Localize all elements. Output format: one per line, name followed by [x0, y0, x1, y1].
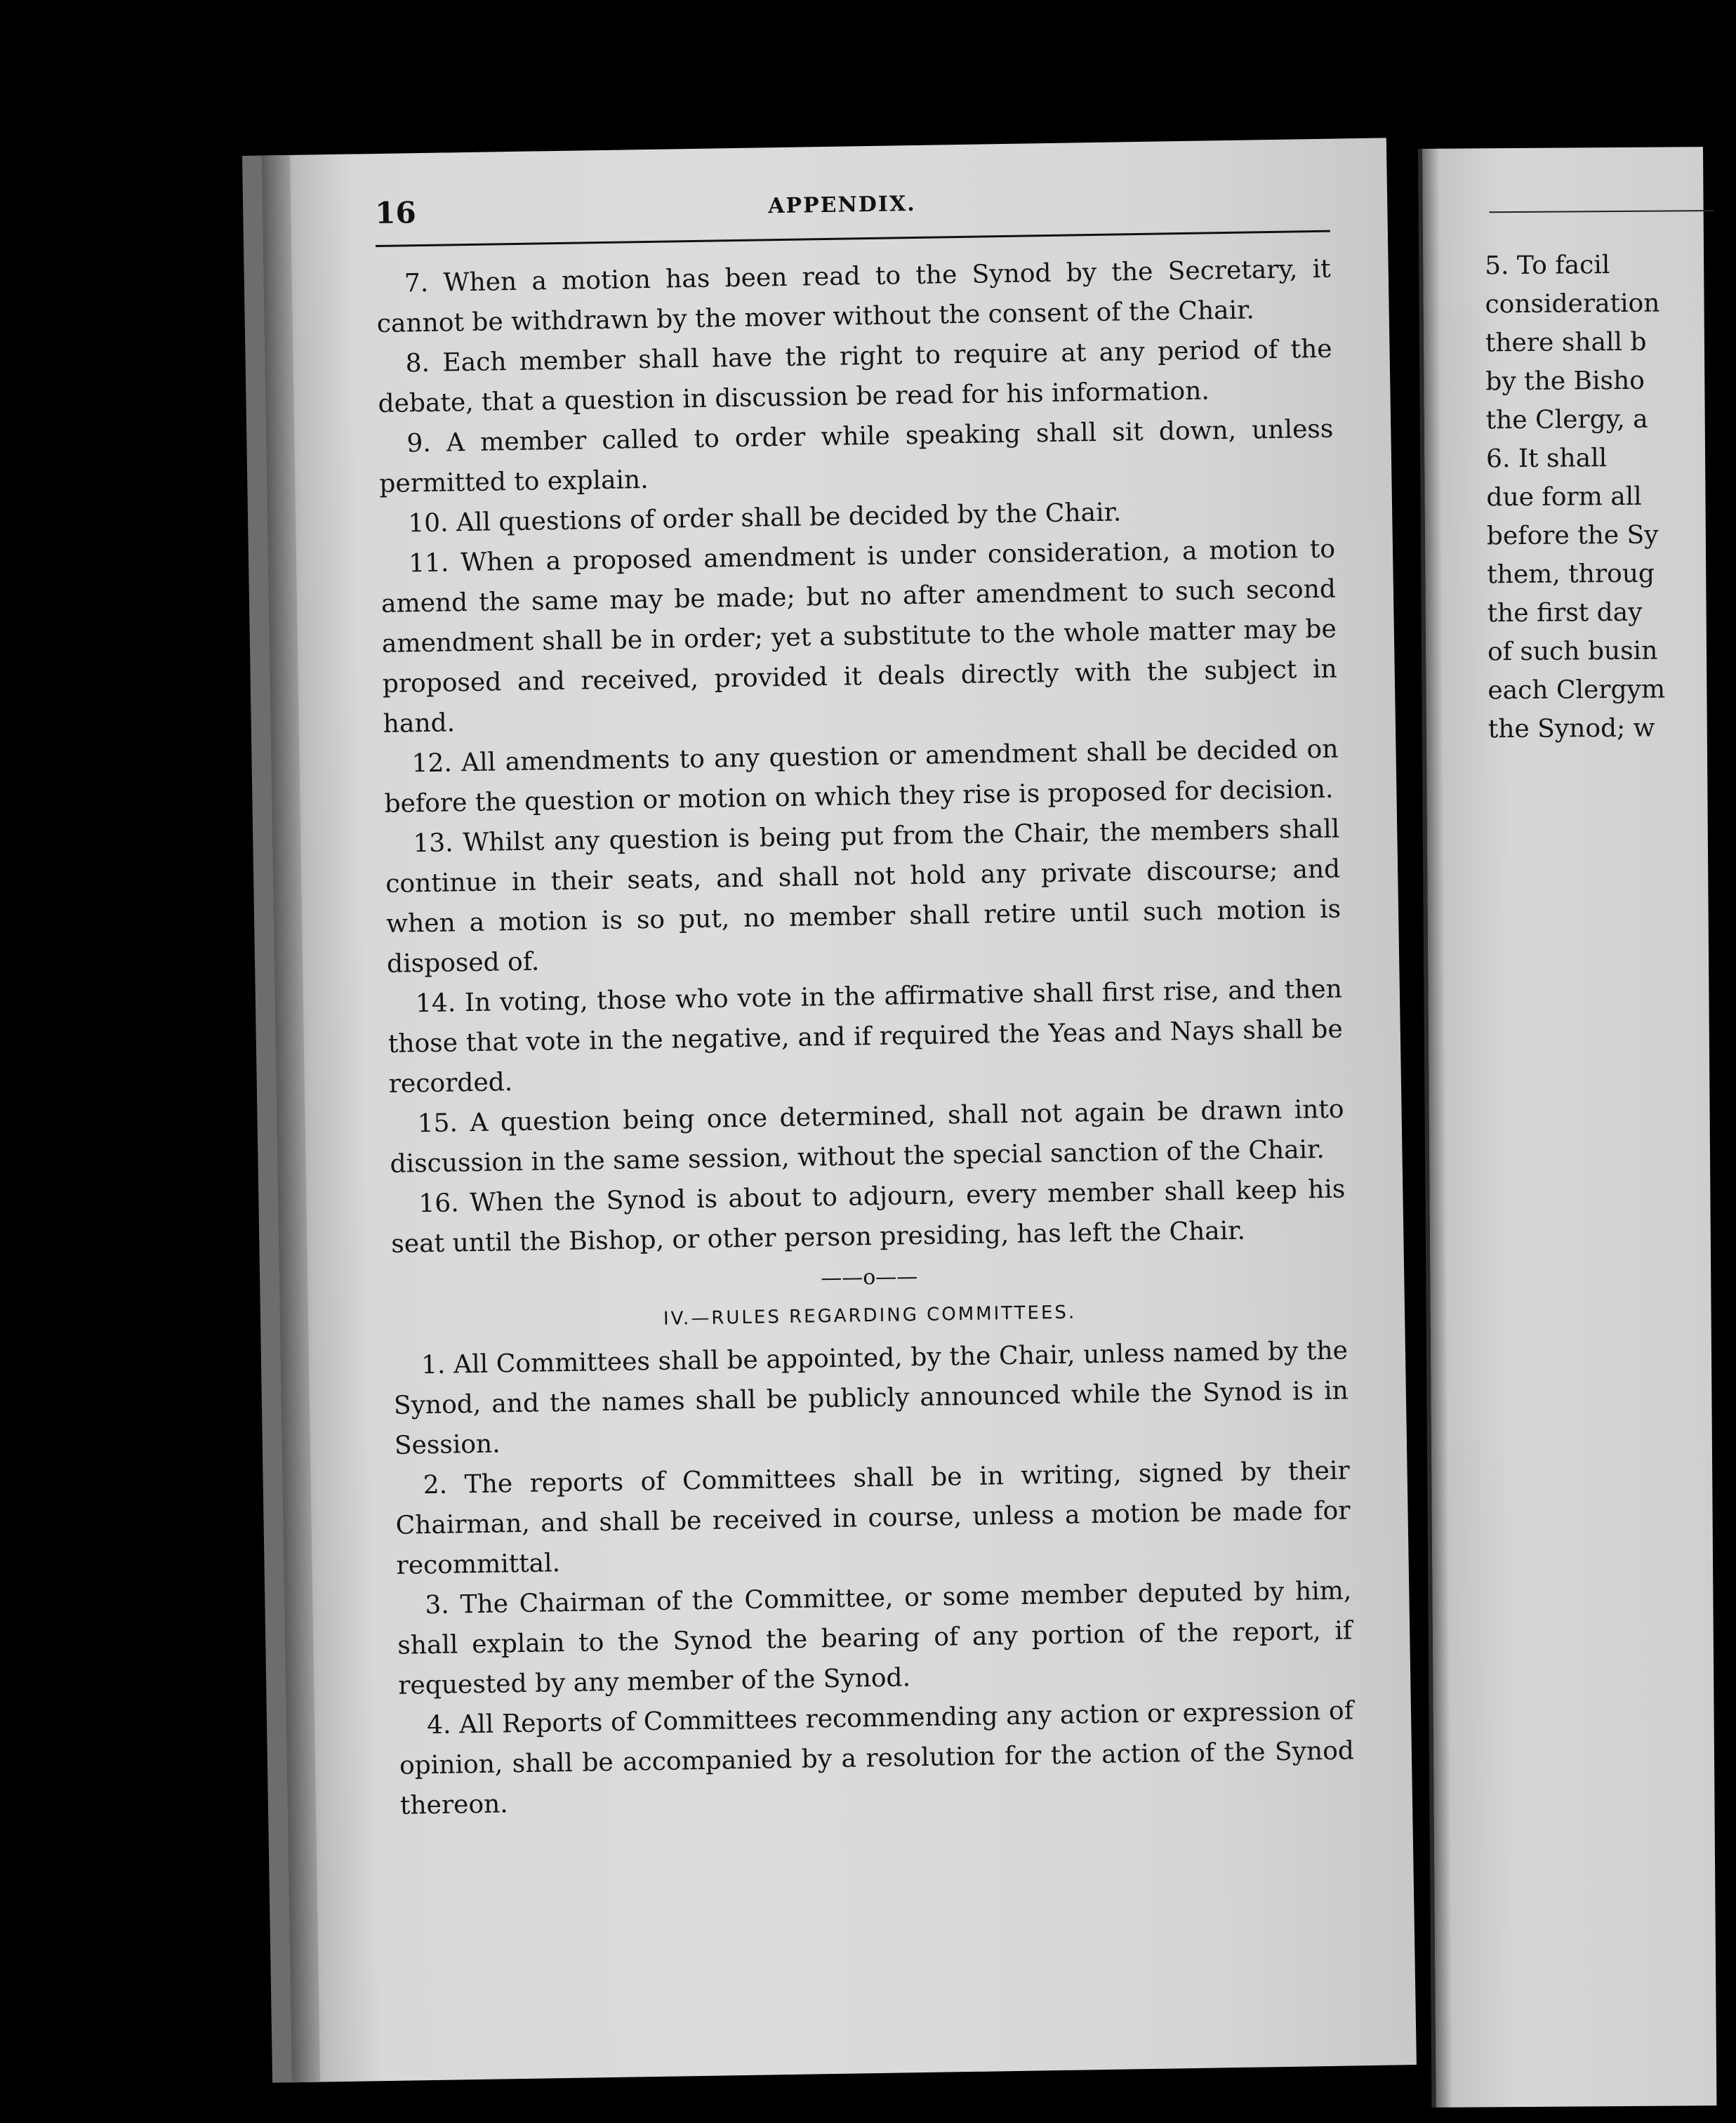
rule-12: 12. All amendments to any question or amendment shall be decided on before the question or motion on which they rise is proposed for decision.: [384, 734, 1339, 819]
running-head: APPENDIX.: [767, 191, 916, 219]
left-page-content: [375, 181, 1355, 1826]
text-line: the first day: [1487, 597, 1643, 628]
committee-rule-1: 1. All Committees shall be appointed, by the Chair, unless named by the Synod, and the names shall be publicly announced while the Synod is in Session.: [393, 1336, 1349, 1460]
rules-of-order: [376, 249, 1346, 1264]
committee-rule-2: 2. The reports of Committees shall be in writing, signed by their Chairman, and shall be received in course, unless a motion be made for recommittal.: [395, 1456, 1351, 1580]
rule-7: 7. When a motion has been read to the Synod by the Secretary, it cannot be withdrawn by the mover without the consent of the Chair.: [376, 254, 1332, 339]
text-line: the Clergy, a: [1485, 404, 1648, 435]
rule-14: 14. In voting, those who vote in the affirmative shall first rise, and then those that vote in the negative, and if required the Yeas and Nays shall be recorded.: [387, 974, 1344, 1099]
rule-15: 15. A question being once determined, shall not again be drawn into discussion in the same session, without the special sanction of the Chair.: [390, 1094, 1344, 1179]
rule-11: 11. When a proposed amendment is under consideration, a motion to amend the same may be made; but no after amendment to such second amendment shall be in order; yet a substitute to the whole matter may be proposed and received, provided it deals directly with the subject in hand.: [380, 534, 1337, 739]
rule-9: 9. A member called to order while speaking shall sit down, unless permitted to explain.: [379, 414, 1334, 498]
text-line: each Clergym: [1487, 675, 1666, 706]
header-rule: [1490, 210, 1714, 213]
text-line: them, throug: [1487, 559, 1655, 590]
section-heading: IV.—RULES REGARDING COMMITTEES.: [663, 1302, 1077, 1330]
page-header: [375, 181, 1330, 247]
text-line: before the Sy: [1486, 520, 1659, 551]
text-line: there shall b: [1485, 327, 1647, 358]
text-line: of such busin: [1487, 636, 1658, 667]
text-line: 6. It shall: [1485, 444, 1608, 474]
rule-8: 8. Each member shall have the right to require at any period of the debate, that a question in discussion be read for his information.: [378, 334, 1332, 419]
text-line: the Synod; w: [1487, 713, 1655, 744]
committee-rules: [393, 1330, 1356, 1825]
text-line: 5. To facil: [1485, 251, 1610, 281]
rule-16: 16. When the Synod is about to adjourn, every member shall keep his seat until the Bishop, or other person presiding, has left the Chair.: [391, 1175, 1346, 1259]
right-page-text: [1485, 245, 1727, 748]
text-line: due form all: [1486, 482, 1642, 512]
right-page-fragment: [1418, 147, 1716, 2108]
rule-10: 10. All questions of order shall be decided by the Chair.: [407, 498, 1122, 538]
section-divider: ——o——: [820, 1264, 918, 1291]
page-number: 16: [374, 195, 417, 231]
text-line: by the Bisho: [1485, 366, 1645, 397]
rule-13: 13. Whilst any question is being put from the Chair, the members shall continue in their seats, and shall not hold any private discourse; and when a motion is so put, no member shall retire until such motion is disposed of.: [385, 814, 1341, 979]
text-line: consideration: [1485, 289, 1660, 319]
left-page: [242, 138, 1417, 2082]
committee-rule-3: 3. The Chairman of the Committee, or some member deputed by him, shall explain to the Synod the bearing of any portion of the report, if requested by any member of the Synod.: [397, 1576, 1353, 1700]
committee-rule-4: 4. All Reports of Committees recommending any action or expression of opinion, shall be accompanied by a resolution for the action of the Synod thereon.: [399, 1696, 1355, 1820]
